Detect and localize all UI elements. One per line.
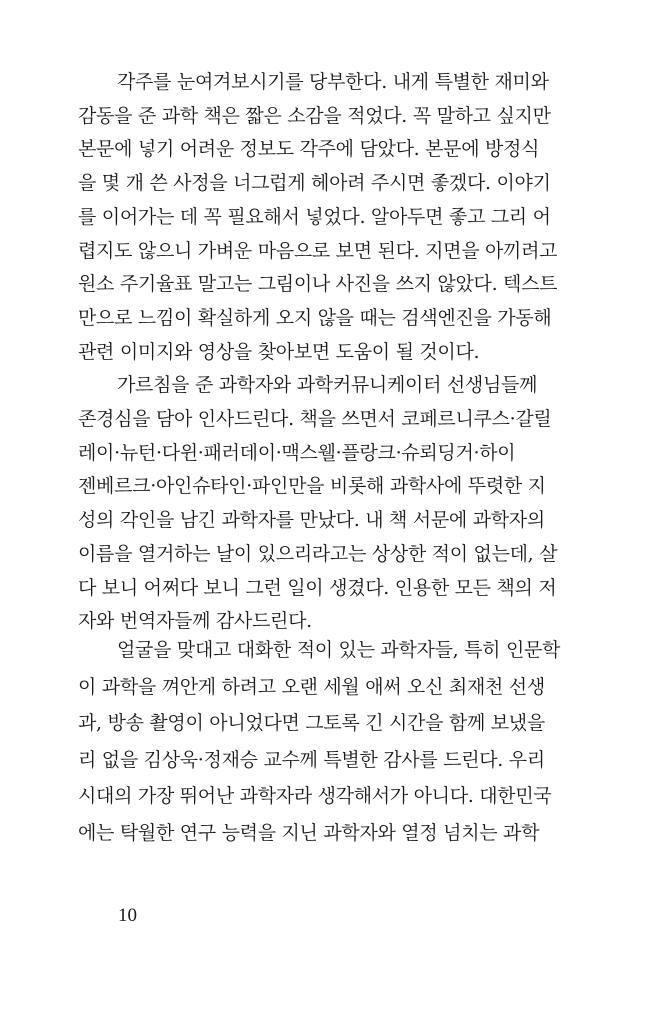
paragraph-2-line-3: 레이·뉴턴·다윈·패러데이·맥스웰·플랑크·슈뢰딩거·하이 [78,441,516,464]
paragraph-2-line-5: 성의 각인을 남긴 과학자를 만났다. 내 책 서문에 과학자의 [78,509,545,532]
paragraph-3-line-2: 이 과학을 껴안게 하려고 오랜 세월 애써 오신 최재천 선생 [78,675,545,698]
page-number: 10 [118,905,137,926]
paragraph-1-line-9: 관련 이미지와 영상을 찾아보면 도움이 될 것이다. [78,340,480,363]
paragraph-3-line-1: 얼굴을 맞대고 대화한 적이 있는 과학자들, 특히 인문학 [117,639,561,661]
paragraph-2-line-7: 다 보니 어쩌다 보니 그런 일이 생겼다. 인용한 모든 책의 저 [78,576,557,599]
paragraph-1-line-3: 본문에 넣기 어려운 정보도 각주에 담았다. 본문에 방정식 [78,138,540,161]
paragraph-1-line-1: 각주를 눈여겨보시기를 당부한다. 내게 특별한 재미와 [117,71,549,93]
paragraph-1-line-2: 감동을 준 과학 책은 짧은 소감을 적었다. 꼭 말하고 싶지만 [78,104,551,127]
paragraph-3-line-5: 시대의 가장 뛰어난 과학자라 생각해서가 아니다. 대한민국 [78,785,552,807]
paragraph-2-line-8: 자와 번역자들께 감사드린다. [78,610,312,633]
paragraph-1-line-8: 만으로 느낌이 확실하게 오지 않을 때는 검색엔진을 가동해 [78,306,552,329]
paragraph-1-line-6: 렵지도 않으니 가벼운 마음으로 보면 된다. 지면을 아끼려고 [78,239,558,262]
paragraph-2-line-6: 이름을 열거하는 날이 있으리라고는 상상한 적이 없는데, 살 [78,542,558,565]
paragraph-3-line-6: 에는 탁월한 연구 능력을 지닌 과학자와 열정 넘치는 과학 [78,821,540,844]
paragraph-1-line-5: 를 이어가는 데 꼭 필요해서 넣었다. 알아두면 좋고 그리 어 [78,205,551,228]
paragraph-1-line-7: 원소 주기율표 말고는 그림이나 사진을 쓰지 않았다. 텍스트 [78,273,558,296]
paragraph-3-line-3: 과, 방송 촬영이 아니었다면 그토록 긴 시간을 함께 보냈을 [78,712,545,734]
paragraph-2-line-1: 가르침을 준 과학자와 과학커뮤니케이터 선생님들께 [117,374,538,397]
paragraph-3-line-4: 리 없을 김상욱·정재승 교수께 특별한 감사를 드린다. 우리 [78,748,545,771]
paragraph-1-line-4: 을 몇 개 쓴 사정을 너그럽게 헤아려 주시면 좋겠다. 이야기 [78,172,551,195]
paragraph-2-line-2: 존경심을 담아 인사드린다. 책을 쓰면서 코페르니쿠스·갈릴 [78,408,552,430]
paragraph-2-line-4: 젠베르크·아인슈타인·파인만을 비롯해 과학사에 뚜렷한 지 [78,475,546,498]
